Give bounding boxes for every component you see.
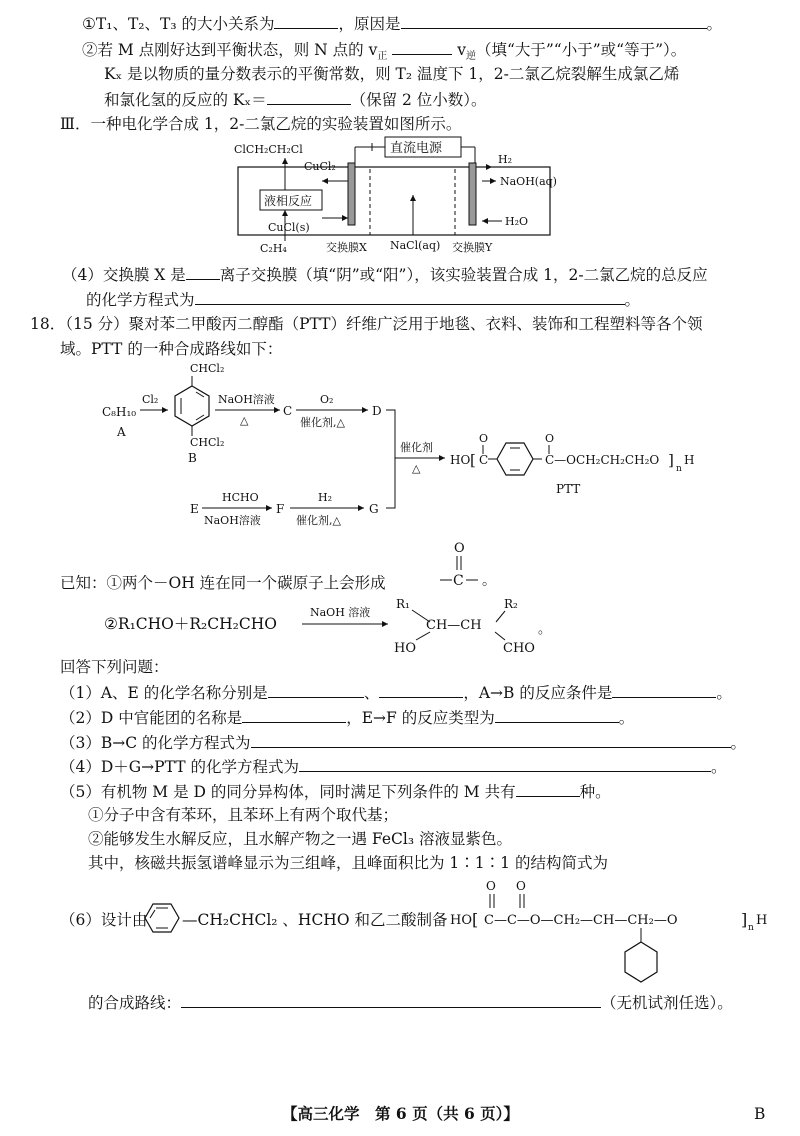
svg-text:CHCl₂: CHCl₂ [190,436,225,449]
svg-text:O: O [486,879,496,893]
svg-text:NaOH 溶液: NaOH 溶液 [310,606,371,619]
q18-3: （3）B→C 的化学方程式为 。 [60,734,747,752]
svg-text:△: △ [240,414,249,427]
q17-line3: Kₓ 是以物质的量分数表示的平衡常数，则 T₂ 温度下 1，2-二氯乙烷裂解生成氯乙烯 [104,65,680,83]
svg-text:C: C [453,573,464,589]
svg-text:n: n [676,464,682,474]
synthesis-scheme [90,358,710,533]
q18-intro-1: 18．（15 分）聚对苯二甲酸丙二醇酯（PTT）纤维广泛用于地毯、衣料、装饰和工程塑料等各个领 [30,315,703,333]
svg-text:。: 。 [538,622,552,637]
svg-text:B: B [188,451,197,465]
svg-text:NaOH溶液: NaOH溶液 [218,393,275,406]
naoh-label: NaOH(aq) [500,175,557,188]
paper-version: B [754,1105,766,1123]
q18-4: （4）D＋G→PTT 的化学方程式为 。 [60,758,727,776]
q18-intro-2: 域。PTT 的一种合成路线如下： [60,340,283,358]
cucl2-label: CuCl₂ [304,160,336,173]
svg-text:HCHO: HCHO [222,491,259,504]
answer-intro: 回答下列问题： [60,658,169,676]
svg-text:。: 。 [482,573,496,589]
electrochem-apparatus [230,133,560,259]
svg-text:]: ] [741,910,748,929]
q17-4-line1: （4）交换膜 X 是 离子交换膜（填“阴”或“阳”），该实验装置合成 1，2-二氯乙烷的总反应 [62,266,708,284]
nacl-label: NaCl(aq) [390,239,441,252]
answer-blank[interactable] [612,682,716,698]
answer-blank[interactable] [181,992,601,1008]
svg-text:C—OCH₂CH₂CH₂O: C—OCH₂CH₂CH₂O [545,453,660,467]
svg-text:HO: HO [450,913,472,928]
q18-6b: —CH₂CHCl₂ 、HCHO 和乙二酸制备 [182,911,448,929]
svg-text:HO: HO [394,641,416,656]
q18-6a: （6）设计由 [60,911,148,929]
q17-line1: ①T₁、T₂、T₃ 的大小关系为 ，原因是 。 [82,15,723,33]
benzene-ring-b [175,376,209,436]
product-label: ClCH₂CH₂Cl [234,143,303,156]
svg-text:F: F [276,502,285,516]
svg-text:H: H [684,453,695,467]
svg-text:C: C [283,404,293,418]
svg-text:H₂: H₂ [318,491,333,504]
svg-text:PTT: PTT [556,482,581,496]
svg-text:G: G [369,502,379,516]
q18-5-cond2: ②能够发生水解反应，且水解产物之一遇 FeCl₃ 溶液显紫色。 [88,830,512,848]
target-polyester [450,874,770,986]
membrane-x-label: 交换膜X [326,241,367,254]
h2-label: H₂ [498,153,513,166]
q17-line2: ②若 M 点刚好达到平衡状态，则 N 点的 $v_正$ $v_逆$（填“大于”“小于”或“等于”）。 [82,41,687,63]
q17-4-line2: 的化学方程式为 。 [86,291,641,309]
page-footer: 【高三化学 第 6 页（共 6 页）】 [282,1104,519,1123]
answer-blank[interactable] [379,682,463,698]
svg-text:H: H [756,913,768,928]
answer-blank[interactable] [274,13,338,29]
svg-text:O: O [545,432,555,445]
svg-text:Cl₂: Cl₂ [142,393,159,406]
svg-text:[: [ [470,451,476,469]
h2o-label: H₂O [505,215,529,228]
svg-text:R₁: R₁ [396,597,410,611]
aldol-reaction [300,592,570,656]
c2h4-label: C₂H₄ [260,242,287,255]
svg-text:A: A [117,425,126,439]
svg-text:R₂: R₂ [504,597,518,611]
svg-text:CHCl₂: CHCl₂ [190,362,225,375]
part3-title: Ⅲ．一种电化学合成 1，2-二氯乙烷的实验装置如图所示。 [60,115,462,133]
svg-text:n: n [748,923,754,933]
svg-text:]: ] [668,451,674,469]
svg-text:C: C [479,453,489,467]
svg-text:催化剂,△: 催化剂,△ [296,514,341,527]
svg-text:CHO: CHO [503,641,535,656]
svg-text:O: O [479,432,489,445]
svg-text:[: [ [472,910,479,929]
power-label: 直流电源 [390,141,443,156]
svg-text:催化剂,△: 催化剂,△ [300,416,345,429]
reactor-label: 液相反应 [264,194,313,208]
cucls-label: CuCl(s) [268,221,310,234]
answer-blank[interactable] [495,707,619,723]
q18-5-nmr: 其中，核磁共振氢谱峰显示为三组峰，且峰面积比为 1∶1∶1 的结构简式为 [88,854,608,872]
svg-text:O₂: O₂ [320,393,334,406]
q18-6c: 的合成路线： （无机试剂任选）。 [88,994,733,1012]
answer-blank[interactable] [299,756,711,772]
carbonyl-structure [438,538,498,596]
svg-text:O: O [516,879,526,893]
known-2: ②R₁CHO＋R₂CH₂CHO [104,615,277,633]
answer-blank[interactable] [195,289,625,305]
svg-text:D: D [372,404,382,418]
svg-text:E: E [190,502,199,516]
svg-text:C—C—O—CH₂—CH—CH₂—O: C—C—O—CH₂—CH—CH₂—O [484,913,678,928]
answer-blank[interactable] [242,707,346,723]
svg-text:CH—CH: CH—CH [426,618,482,633]
known-1: 已知：①两个－OH 连在同一个碳原子上会形成 [60,574,386,592]
q18-5: （5）有机物 M 是 D 的同分异构体，同时满足下列条件的 M 共有 种。 [60,783,611,801]
cathode [469,163,476,225]
q18-5-cond1: ①分子中含有苯环，且苯环上有两个取代基； [88,806,399,824]
answer-blank[interactable] [268,682,364,698]
answer-blank[interactable] [251,732,731,748]
benzene-ring-ptt [497,443,533,475]
svg-text:NaOH溶液: NaOH溶液 [204,514,261,527]
svg-text:催化剂: 催化剂 [400,441,433,454]
svg-text:C₈H₁₀: C₈H₁₀ [102,405,137,419]
answer-blank[interactable] [267,89,351,105]
answer-blank[interactable] [186,264,220,280]
benzene-ring-q6 [142,900,182,936]
answer-blank[interactable] [516,781,580,797]
svg-text:HO: HO [450,453,471,467]
svg-text:O: O [454,541,465,556]
svg-text:△: △ [412,462,421,475]
membrane-y-label: 交换膜Y [452,241,493,254]
q17-line4: 和氯化氢的反应的 Kₓ＝ （保留 2 位小数）。 [104,91,487,109]
anode [348,163,355,225]
q18-2: （2）D 中官能团的名称是 ，E→F 的反应类型为 。 [60,709,635,727]
answer-blank[interactable] [401,13,707,29]
q18-1: （1）A、E 的化学名称分别是 、 ，A→B 的反应条件是 。 [60,684,732,702]
answer-blank[interactable] [392,39,452,55]
